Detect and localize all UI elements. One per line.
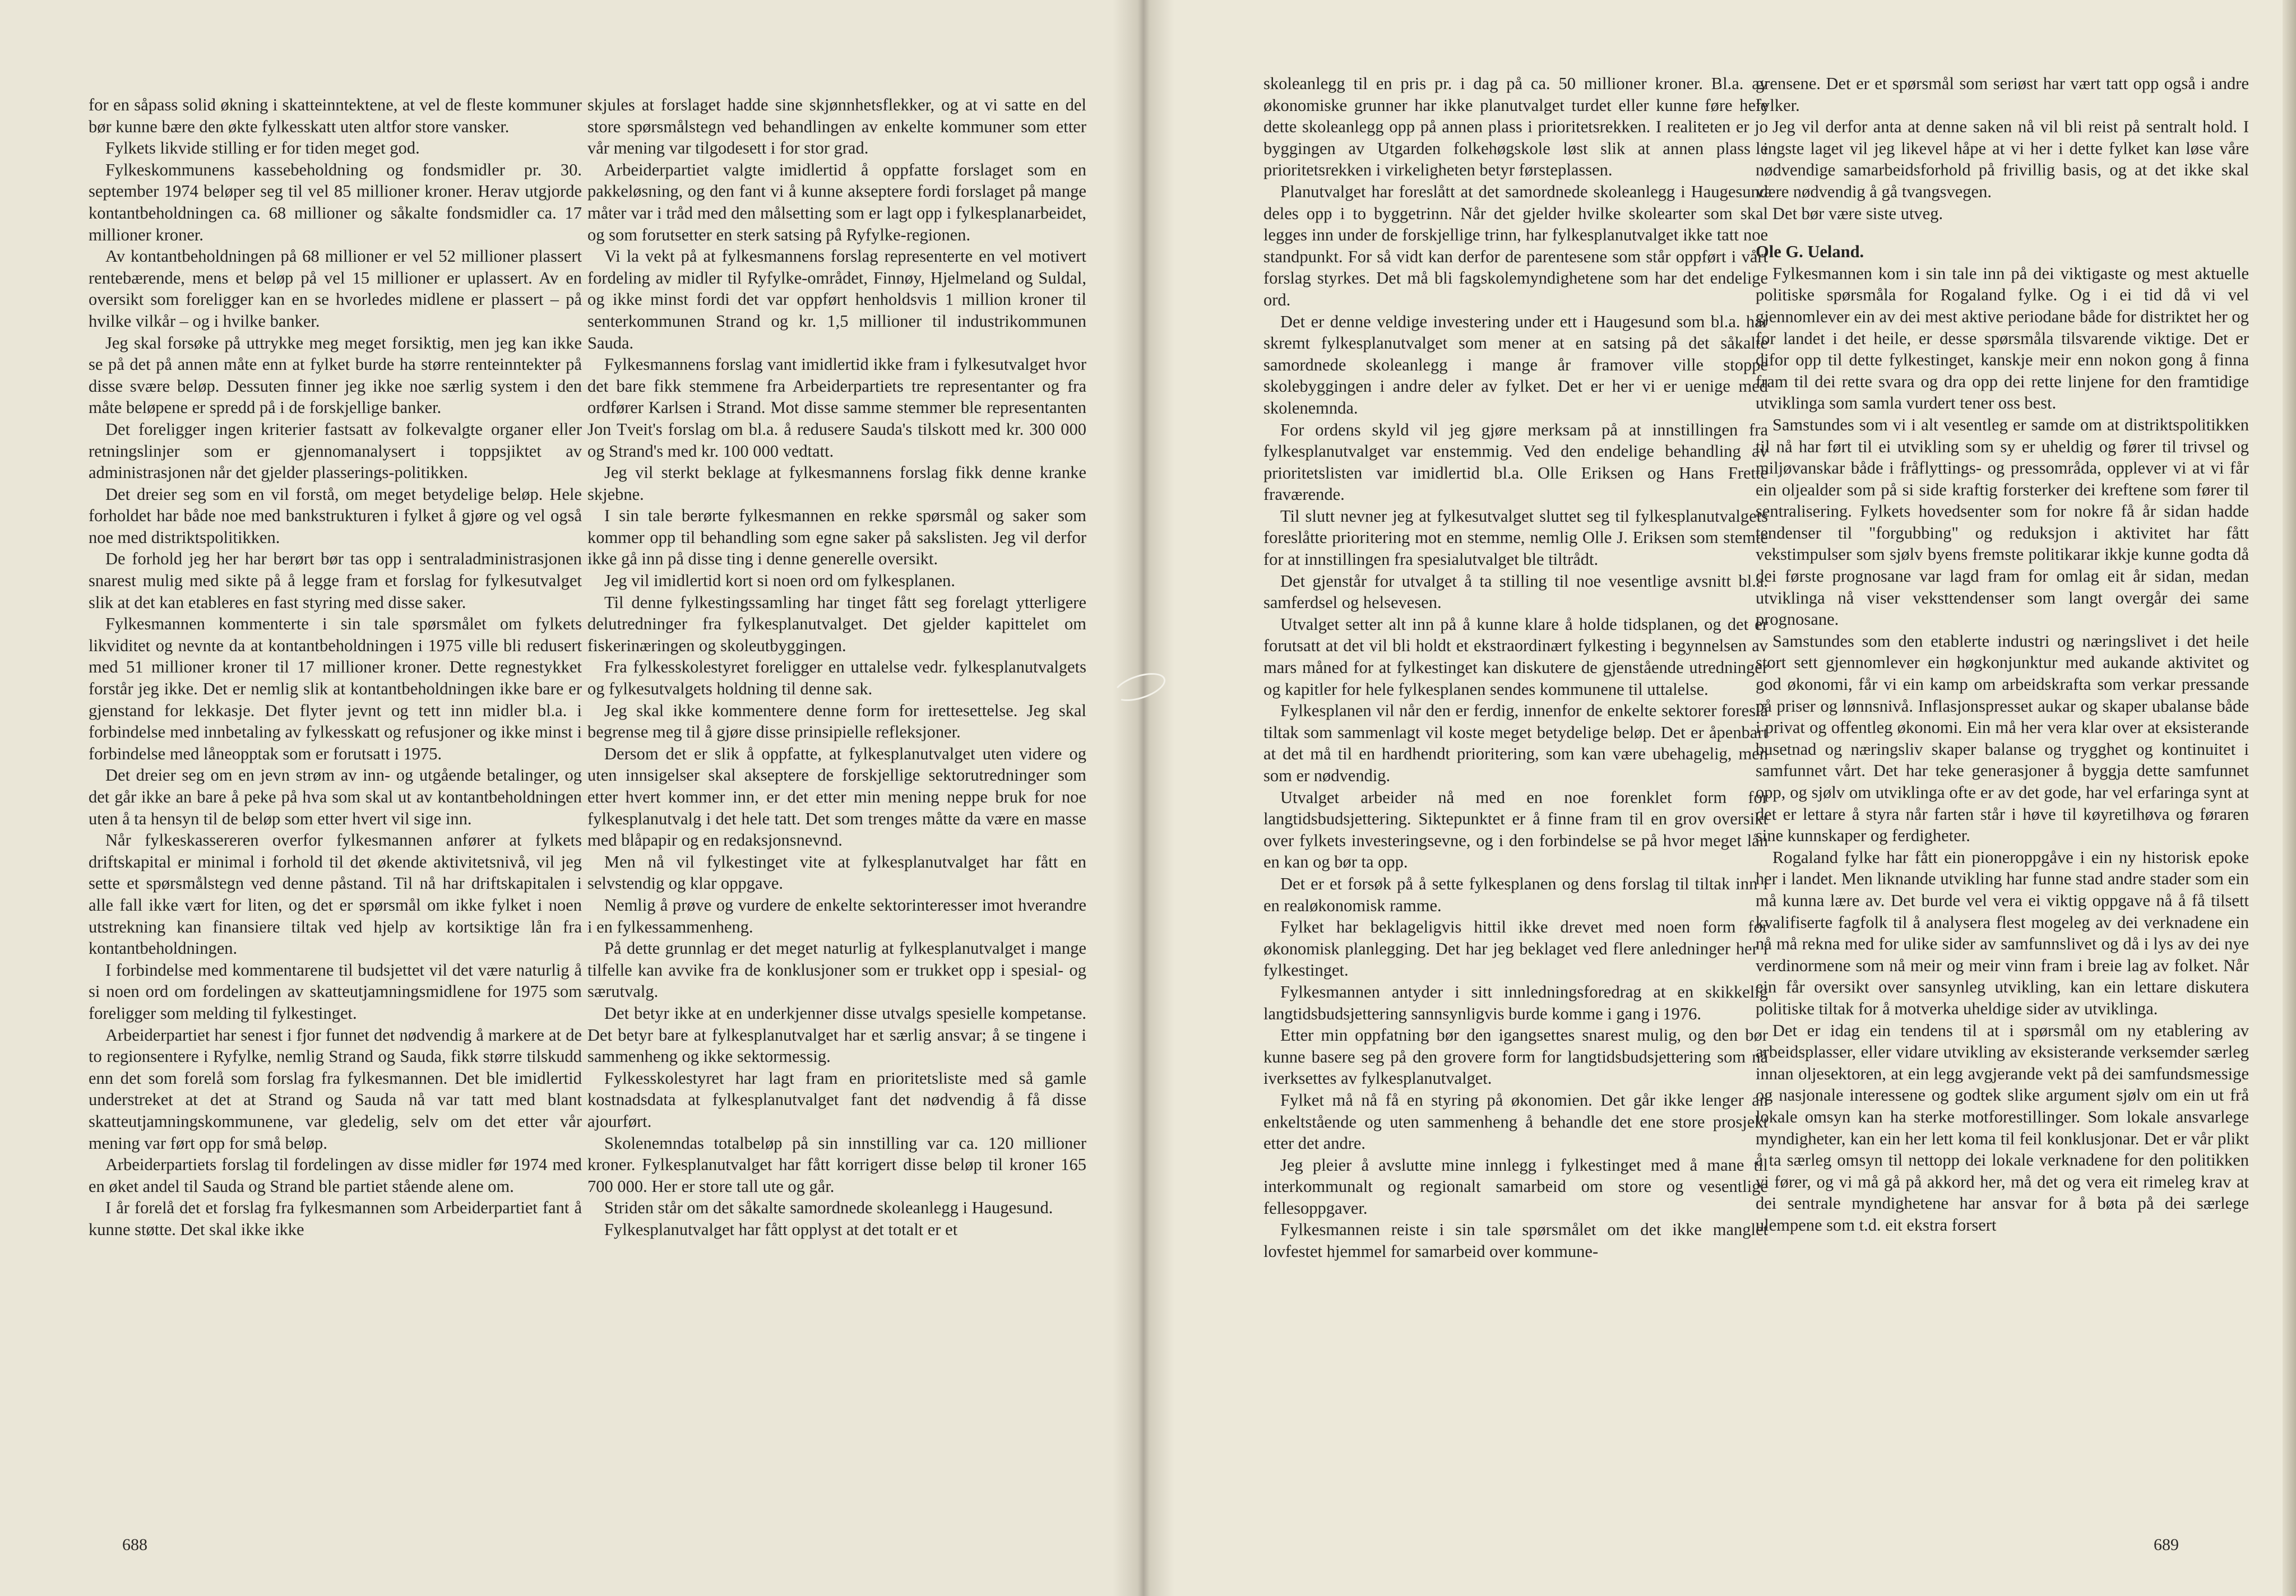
paragraph: Planutvalget har foreslått at det samordnede skoleanlegg i Haugesund deles opp i to byggetrinn. Når det gjelder hvilke skolearter som skal legges inn under de forskjellige trinn, har fylkesplanutvalget ikke tatt noe standpunkt. For så vidt kan derfor de parentesene som står oppført i vårt forslag styrkes. Det må bli fagskolemyndighetene som har det endelige ord. bbox=[1263, 182, 1768, 309]
paragraph: Jeg skal forsøke på uttrykke meg meget forsiktig, men jeg kan ikke se på det på annen måte enn at fylket burde ha større renteinntekter på disse svære beløp. Dessuten finner jeg ikke noe særlig system i den måte beløpene er spredd på i de forskjellige banker. bbox=[89, 333, 582, 417]
paragraph: Arbeiderpartiet har senest i fjor funnet det nødvendig å markere at de to regionsentere i Ryfylke, nemlig Strand og Sauda, fikk større tilskudd enn det som forelå som forslag fra fylkesmannen. Det ble imidlertid understreket at det at Strand og Sauda nå var tatt med blant skatteutjamningskommunene, var gledelig, selv om det etter vår mening var ført opp for små beløp. bbox=[89, 1025, 582, 1153]
paragraph: Fylkesmannen reiste i sin tale spørsmålet om det ikke manglet lovfestet hjemmel for samarbeid over kommune- bbox=[1263, 1220, 1768, 1261]
paragraph: Men nå vil fylkestinget vite at fylkesplanutvalget har fått en selvstendig og klar oppgave. bbox=[587, 852, 1086, 893]
paragraph: Etter min oppfatning bør den igangsettes snarest mulig, og den bør kunne basere seg på den grovere form for langtidsbudsjettering som nå iverksettes av fylkesplanutvalget. bbox=[1263, 1026, 1768, 1088]
left-page-column-1 bbox=[89, 94, 582, 1512]
paragraph: skoleanlegg til en pris pr. i dag på ca. 50 millioner kroner. Bl.a. av økonomiske grunner har ikke planutvalget turdet eller kunne føre hele dette skoleanlegg opp på annen plass i prioritetsrekken. I realiteten er jo byggingen av Utgarden folkehøgskole løst slik at annen plass i prioritetsrekken i virkeligheten betyr førsteplassen. bbox=[1263, 74, 1768, 180]
paragraph: Jeg skal ikke kommentere denne form for irettesettelse. Jeg skal begrense meg til å gjøre disse prinsipielle refleksjoner. bbox=[587, 700, 1086, 742]
paragraph: Det gjenstår for utvalget å ta stilling til noe vesentlige avsnitt bl.a. samferdsel og helsevesen. bbox=[1263, 571, 1768, 613]
right-page-column-1 bbox=[1263, 73, 1768, 1491]
paragraph: Dersom det er slik å oppfatte, at fylkesplanutvalget uten videre og uten innsigelser skal akseptere de forskjellige sektorutredninger som etter hvert kommer inn, er det etter min mening neppe bruk for noe fylkesplanutvalg i det hele tatt. Det som trenges måtte da være en masse med blåpapir og en redaksjonsnevnd. bbox=[587, 744, 1086, 850]
paragraph: Det dreier seg om en jevn strøm av inn- og utgående betalinger, og det går ikke an bare å peke på hva som skal ut av kontantbeholdningen uten å ta hensyn til de beløp som etter hvert vil sige inn. bbox=[89, 765, 582, 828]
page-number-left: 688 bbox=[122, 1535, 147, 1554]
paragraph: Fylkesmannens forslag vant imidlertid ikke fram i fylkesutvalget hvor det bare fikk stemmene fra Arbeiderpartiets tre representanter og fra ordfører Karlsen i Strand. Mot disse samme stemmer ble representanten Jon Tveit's forslag om bl.a. å redusere Sauda's tilskott med kr. 300 000 og Strand's med kr. 100 000 vedtatt. bbox=[587, 355, 1086, 461]
paragraph: Fylkesmannen kom i sin tale inn på dei viktigaste og mest aktuelle politiske spørsmåla for Rogaland fylke. Og i ei tid då vi vel gjennomlever ein av dei mest aktive periodane både for distriktet her og for landet i det heile, er desse spørsmåla tilsvarende viktige. Det er difor opp til dette fylkestinget, kanskje meir enn nokon gong å finna fram til dei rette svara og dra opp dei rette linjene for den framtidige utviklinga som samla vurdert tener oss best. bbox=[1756, 263, 2249, 413]
paragraph: Utvalget setter alt inn på å kunne klare å holde tidsplanen, og det er forutsatt at det vil bli holdt et ekstraordinært fylkesting i begynnelsen av mars måned for at fylkestinget kan diskutere de gjenstående utredninger og kapitler for hele fylkesplanen sendes kommunene til uttalelse. bbox=[1263, 614, 1768, 699]
paragraph: Til denne fylkestingssamling har tinget fått seg forelagt ytterligere delutredninger fra fylkesplanutvalget. Det gjelder kapittelet om fiskerinæringen og skoleutbyggingen. bbox=[587, 592, 1086, 655]
paragraph: Fylkesplanen vil når den er ferdig, innenfor de enkelte sektorer foreslå tiltak som sammenlagt vil koste meget betydelige beløp. Det er åpenbart at det må til en hardhendt prioritering, som kan være ubehagelig, men som er nødvendig. bbox=[1263, 701, 1768, 785]
paragraph: Fylkesmannen kommenterte i sin tale spørsmålet om fylkets likviditet og nevnte da at kontantbeholdningen i 1975 ville bli redusert med 51 millioner kroner til 17 millioner kroner. Dette regnestykket forstår jeg ikke. Det er nemlig slik at kontantbeholdningen ikke bare er gjenstand for lekkasje. Det flyter jevnt og tett inn midler bl.a. i forbindelse med innbetaling av fylkesskatt og refusjoner og ikke minst i forbindelse med låneopptak som er forutsatt i 1975. bbox=[89, 614, 582, 763]
paragraph: Jeg vil derfor anta at denne saken nå vil bli reist på sentralt hold. I lengste laget vil jeg likevel håpe at vi her i dette fylket kan løse våre nødvendige samarbeidsforhold på frivillig basis, og at det ikke skal være nødvendig å gå tvangsvegen. bbox=[1756, 117, 2249, 201]
paragraph: Jeg vil imidlertid kort si noen ord om fylkesplanen. bbox=[604, 571, 955, 591]
paragraph: Utvalget arbeider nå med en noe forenklet form for langtidsbudsjettering. Siktepunktet er å finne fram til en grov oversikt over fylkets investeringsevne, og i den forbindelse se på hvor meget lån en kan og bør ta opp. bbox=[1263, 787, 1768, 872]
paragraph: for en såpass solid økning i skatteinntektene, at vel de fleste kommuner bør kunne bære den økte fylkesskatt uten altfor store vansker. bbox=[89, 95, 582, 136]
page-number-right: 689 bbox=[2154, 1535, 2179, 1554]
paragraph: Det betyr ikke at en underkjenner disse utvalgs spesielle kompetanse. Det betyr bare at fylkesplanutvalget har et særlig ansvar; å se tingene i sammenheng og ikke sektormessig. bbox=[587, 1003, 1086, 1066]
paragraph: I forbindelse med kommentarene til budsjettet vil det være naturlig å si noen ord om fordelingen av skatteutjamningsmidlene for 1975 som foreligger som melding til fylkestinget. bbox=[89, 960, 582, 1023]
paragraph: Det dreier seg som en vil forstå, om meget betydelige beløp. Hele forholdet har både noe med bankstrukturen i fylket å gjøre og vel også noe med distriktspolitikken. bbox=[89, 484, 582, 547]
paragraph: Rogaland fylke har fått ein pioneroppgåve i ein ny historisk epoke her i landet. Men liknande utvikling har funne stad andre stader som ein må kunna lære av. Det burde vel vera ei viktig oppgave nå å få tilsett kvalifiserte fagfolk til å analysera flest mogeleg av dei verknadene ein nå må rekna med for ulike sider av samfunnslivet og då i lys av dei nye verdinormene som nå meir og meir vinn fram i breie lag av folket. Når ein får oversikt over sansynleg utvikling, kan ein lettare diskutera politiske tiltak for å motverka uheldige sider av utviklinga. bbox=[1756, 847, 2249, 1018]
paragraph: Når fylkeskassereren overfor fylkesmannen anfører at fylkets driftskapital er minimal i forhold til det økende aktivitetsnivå, vil jeg sette et spørsmålstegn ved denne påstand. Til nå har driftskapitalen i alle fall ikke vært for liten, og det er spørsmål om ikke fylket i noen utstrekning kan finansiere tiltak ved hjelp av kortsiktige lån fra kontantbeholdningen. bbox=[89, 831, 582, 958]
paragraph: I år forelå det et forslag fra fylkesmannen som Arbeiderpartiet fant å kunne støtte. Det skal ikke ikke bbox=[89, 1198, 582, 1239]
paragraph: Arbeiderpartiet valgte imidlertid å oppfatte forslaget som en pakkeløsning, og den fant vi å kunne akseptere fordi forslaget på mange måter var i tråd med den målsetting som er lagt opp i fylkesplanarbeidet, og som forutsetter en sterk satsing på Ryfylke-regionen. bbox=[587, 160, 1086, 244]
paragraph: Jeg vil sterkt beklage at fylkesmannens forslag fikk denne kranke skjebne. bbox=[587, 463, 1086, 504]
page-edge bbox=[2283, 0, 2296, 1596]
paragraph: grensene. Det er et spørsmål som seriøst har vært tatt opp også i andre fylker. bbox=[1756, 74, 2249, 115]
paragraph: På dette grunnlag er det meget naturlig at fylkesplanutvalget i mange tilfelle kan avvike fra de konklusjoner som er trukket opp i spesial- og særutvalg. bbox=[587, 939, 1086, 1001]
paragraph: skjules at forslaget hadde sine skjønnhetsflekker, og at vi satte en del store spørsmålstegn ved behandlingen av enkelte kommuner som etter vår mening var tilgodesett i for stor grad. bbox=[587, 95, 1086, 158]
paragraph: I sin tale berørte fylkesmannen en rekke spørsmål og saker som kommer opp til behandling som egne saker på sakslisten. Jeg vil derfor ikke gå inn på disse ting i denne generelle oversikt. bbox=[587, 506, 1086, 569]
book-gutter bbox=[1113, 0, 1174, 1596]
paragraph: Fylkets likvide stilling er for tiden meget god. bbox=[105, 138, 420, 158]
speaker-name: Ole G. Ueland. bbox=[1756, 242, 1864, 262]
paragraph: Fylkesmannen antyder i sitt innledningsforedrag at en skikkelig langtidsbudsjettering sannsynligvis burde komme i gang i 1976. bbox=[1263, 982, 1768, 1023]
paragraph: Det er denne veldige investering under ett i Haugesund som bl.a. har skremt fylkesplanutvalget som mener at en satsing på det såkalte samordnede skoleanlegg i mange år framover ville stoppe skolebyggingen i andre deler av fylket. Det er her vi er uenige med skolenemnda. bbox=[1263, 312, 1768, 417]
paragraph: Det er idag ein tendens til at i spørsmål om ny etablering av arbeidsplasser, eller vidare utvikling av eksisterande verksemder særleg innan oljesektoren, at ein legg avgjerande vekt på dei samfundsmessige og nasjonale interessene og godtek slike argument sjølv om ein ut frå lokale omsyn kan ha sterke motforestillinger. Som lokale ansvarlege myndigheter, kan ein her lett koma til feil konklusjonar. Det er vår plikt å ta særleg omsyn til nettopp dei lokale verknadene for den politikken vi fører, og vi må gå på akkord her, må det og vera eit rimeleg krav at dei sentrale myndighetene har ansvar for å bøta på dei særlege ulempene som t.d. eit ekstra forsert bbox=[1756, 1020, 2249, 1235]
paragraph: For ordens skyld vil jeg gjøre merksam på at innstillingen fra fylkesplanutvalget var enstemmig. Ved den endelige behandling av prioritetslisten var imidlertid bl.a. Olle Eriksen og Hans Frette fraværende. bbox=[1263, 420, 1768, 504]
right-page-column-2 bbox=[1756, 73, 2249, 1491]
paragraph: Nemlig å prøve og vurdere de enkelte sektorinteresser imot hverandre i en fylkessammenheng. bbox=[587, 895, 1086, 936]
paragraph: Fylkesskolestyret har lagt fram en prioritetsliste med så gamle kostnadsdata at fylkesplanutvalget fant det nødvendig å få disse ajourført. bbox=[587, 1068, 1086, 1131]
paragraph: Arbeiderpartiets forslag til fordelingen av disse midler før 1974 med en øket andel til Sauda og Strand ble partiet stående alene om. bbox=[89, 1155, 582, 1196]
paragraph: Det foreligger ingen kriterier fastsatt av folkevalgte organer eller retningslinjer som er gjennomanalysert i toppsjiktet av administrasjonen når det gjelder plasserings-politikken. bbox=[89, 419, 582, 482]
paragraph: Det bør være siste utveg. bbox=[1772, 203, 1943, 223]
paragraph: Det er et forsøk på å sette fylkesplanen og dens forslag til tiltak inn i en realøkonomisk ramme. bbox=[1263, 874, 1768, 915]
paragraph: Fylkeskommunens kassebeholdning og fondsmidler pr. 30. september 1974 beløper seg til vel 85 millioner kroner. Herav utgjorde kontantbeholdningen ca. 68 millioner og såkalte fondsmidler ca. 17 millioner kroner. bbox=[89, 160, 582, 244]
paragraph: Skolenemndas totalbeløp på sin innstilling var ca. 120 millioner kroner. Fylkesplanutvalget har fått korrigert disse beløp til kroner 165 700 000. Her er store tall ute og går. bbox=[587, 1133, 1086, 1196]
paragraph: Samstundes som vi i alt vesentleg er samde om at distriktspolitikken til nå har ført til ei utvikling som sy er uheldig og fører til trivsel og miljøvanskar både i fråflyttings- og pressområda, opplever vi at vi får ein oljealder som på si side kraftig forsterker dei kreftene som fører til sentralisering. Fylkets hovedsenter som for nokre få år sidan hadde tendenser til "forgubbing" og reduksjon i aktivitet har fått vekstimpulser som sjølv byens fremste politikarar ikkje kunne godta då dei første prognosane var lagd fram for omlag eit år sidan, medan utviklinga nå viser veksttendenser som langt overgår dei same prognosane. bbox=[1756, 415, 2249, 629]
paragraph: Fylkesplanutvalget har fått opplyst at det totalt er et bbox=[604, 1219, 958, 1239]
paragraph: De forhold jeg her har berørt bør tas opp i sentraladministrasjonen snarest mulig med sikte på å legge fram et forslag for fylkesutvalget slik at det kan etableres en fast styring med disse saker. bbox=[89, 549, 582, 612]
paragraph: Fylket må nå få en styring på økonomien. Det går ikke lenger an enkeltstående og uten sammenheng å behandle det ene store prosjekt etter det andre. bbox=[1263, 1090, 1768, 1153]
paragraph: Av kontantbeholdningen på 68 millioner er vel 52 millioner plassert rentebærende, mens et beløp på vel 15 millioner er uplassert. Av en oversikt som foreligger kan en se hvorledes midlene er plassert – på hvilke vilkår – og i hvilke banker. bbox=[89, 247, 582, 331]
paragraph: Fra fylkesskolestyret foreligger en uttalelse vedr. fylkesplanutvalgets og fylkesutvalgets holdning til denne sak. bbox=[587, 657, 1086, 699]
paragraph: Striden står om det såkalte samordnede skoleanlegg i Haugesund. bbox=[604, 1198, 1053, 1218]
right-page bbox=[1138, 0, 2296, 1596]
left-page-column-2 bbox=[587, 94, 1086, 1512]
paragraph: Vi la vekt på at fylkesmannens forslag representerte en vel motivert fordeling av midler til Ryfylke-området, Finnøy, Hjelmeland og Suldal, og ikke minst fordi det var oppført henholdsvis 1 million kroner til senterkommunen Strand og kr. 1,5 millioner til industrikommunen Sauda. bbox=[587, 247, 1086, 352]
paragraph: Til slutt nevner jeg at fylkesutvalget sluttet seg til fylkesplanutvalgets foreslåtte prioritering mot en stemme, nemlig Olle J. Eriksen som stemte for at innstillingen fra spesialutvalget ble tiltrådt. bbox=[1263, 506, 1768, 569]
paragraph: Fylket har beklageligvis hittil ikke drevet med noen form for økonomisk planlegging. Det har jeg beklaget ved flere anledninger her i fylkestinget. bbox=[1263, 917, 1768, 980]
paragraph: Jeg pleier å avslutte mine innlegg i fylkestinget med å mane til interkommunalt og regionalt samarbeid om store og vesentlige fellesoppgaver. bbox=[1263, 1155, 1768, 1218]
paragraph: Samstundes som den etablerte industri og næringslivet i det heile stort sett gjennomlever ein høgkonjunktur med aukande aktivitet og god økonomi, får vi ein kamp om arbeidskrafta som verkar pressande på priser og lønnsnivå. Inflasjonspresset aukar og skaper ubalanse både i privat og offentleg økonomi. Ein må her vera klar over at eksisterande busetnad og næringsliv skaper balanse og trygghet og kontinuitet i samfunnet vårt. Det har teke generasjoner å byggja dette samfunnet opp, og sjølv om utviklinga ofte er av det gode, har vel erfaringa synt at det er lettare å styra når farten står i høve til køyretilhøva og føraren sine kunnskaper og ferdigheter. bbox=[1756, 631, 2249, 846]
left-page bbox=[0, 0, 1138, 1596]
